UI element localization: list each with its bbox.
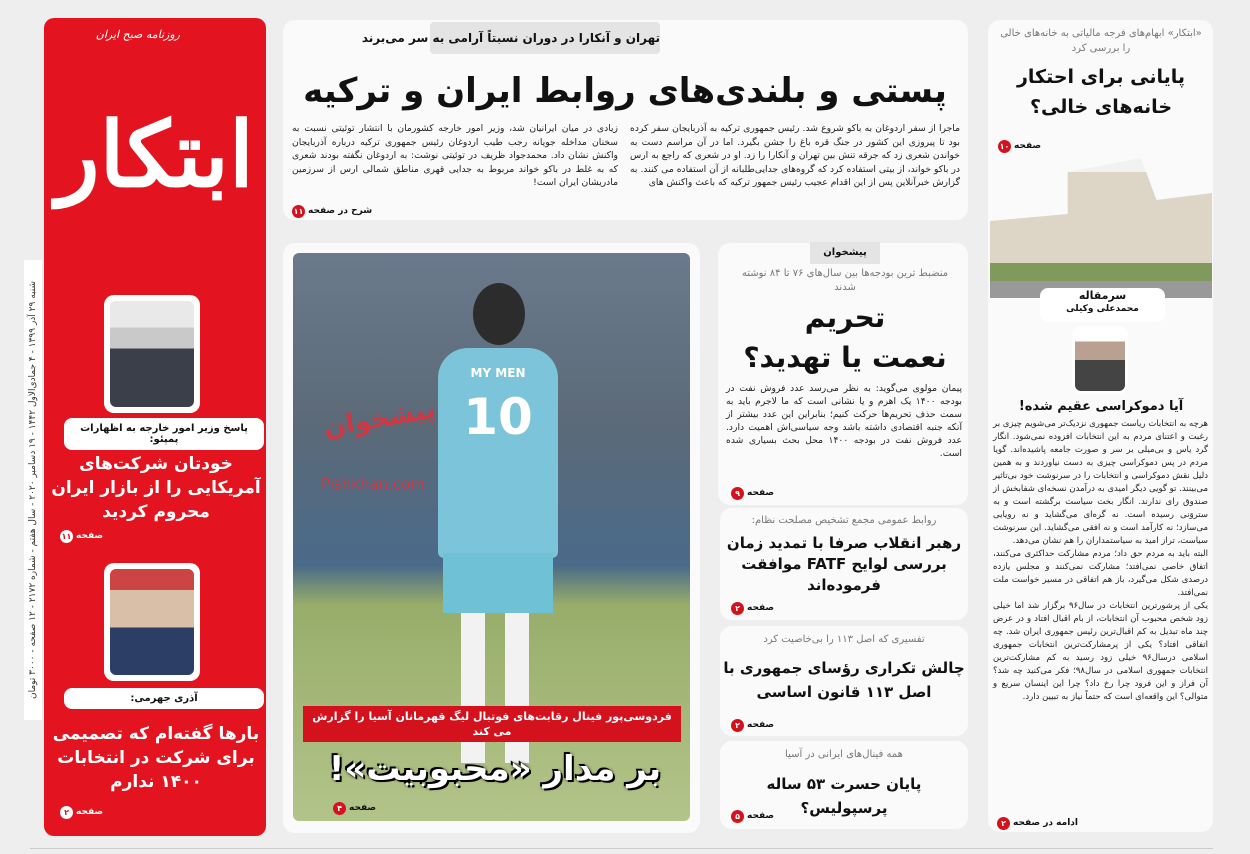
- page-number: ۴: [333, 802, 346, 815]
- page-label: شرح در صفحه: [308, 206, 373, 216]
- page-number: ۲: [731, 719, 744, 732]
- page-number: ۲: [60, 806, 73, 819]
- editorial-body: [993, 418, 1208, 704]
- page-ref[interactable]: [998, 140, 1041, 153]
- page-label: صفحه: [747, 488, 775, 498]
- jahromi-photo: [104, 563, 200, 681]
- story-headline-1[interactable]: تحریم: [804, 301, 886, 334]
- photo-kicker: فردوسی‌پور فینال رقابت‌های فوتبال لیگ قهرمانان آسیا را گزارش می کند: [303, 706, 681, 742]
- page-label: صفحه: [747, 603, 775, 613]
- author-photo: [1072, 326, 1128, 394]
- section-label: پیشخوان: [810, 242, 880, 264]
- lead-body-left: زیادی در میان ایرانیان شد، وزیر امور خارجه کشورمان با انتشار توئیتی نسبت به سخنان مداخله جویانه رجب طیب اردوغان رئیس جمهوری ترکیه درباره آذربایجان واکنش نشان داد. محمدجواد ظریف در توئیتی نوشت: به اردوغان نگفته بودند شعری که به غلط در باکو خواند مربوط به جدایی قهری مناطق شمالی ارس از سرزمین مادریشان ایران است!: [292, 123, 618, 188]
- player-head: [473, 283, 525, 345]
- story-kicker: منضبط ترین بودجه‌ها بین سال‌های ۷۶ تا ۸۴ نوشته شدند: [741, 268, 949, 293]
- story-kicker: تفسیری که اصل ۱۱۳ را بی‌خاصیت کرد: [763, 634, 925, 645]
- watermark: پیشخوان: [321, 394, 438, 444]
- page-label: صفحه: [747, 720, 775, 730]
- page-number: ۵: [731, 810, 744, 823]
- editorial-author: محمدعلی وکیلی: [1066, 304, 1139, 314]
- story-headline[interactable]: رهبر انقلاب صرفا با تمدید زمان بررسی لوایح FATF موافقت فرموده‌اند: [726, 534, 962, 594]
- page-ref[interactable]: [292, 205, 372, 218]
- editorial-header: [1040, 288, 1165, 322]
- story-headline[interactable]: پایان حسرت ۵۳ ساله پرسپولیس؟: [766, 775, 922, 817]
- masthead-logo: ابتکار: [56, 102, 254, 208]
- story-caption: پاسخ وزیر امور خارجه به اظهارات پمپئو:: [64, 418, 264, 450]
- page-number: ۹: [731, 487, 744, 500]
- page-number: ۲: [731, 602, 744, 615]
- page-ref[interactable]: [731, 487, 774, 500]
- paragraph: یکی از پرشورترین انتخابات در سال۹۶ برگزار شد اما خیلی زود شخص محبوب آن انتخابات، از بام اقبال افتاد و در عرض چند ماه تبدیل به کم اقبال‌ترین رئیس جمهوری ایران شد. چه اتفاقی افتاد؟ یکی از پرمشارکت‌ترین انتخابات جمهوری اسلامی درسال۹۶ خیلی زود رسید به کم مشارکت‌ترین انتخابات جمهوری اسلامی در سال۹۸؛ فکر می‌کنید چه شد؟ آن فراز و این فرود چرا رخ داد؟ چرا این اینسان سریع و متوالی؟ این واقعه‌ای است که حتماً نیاز به تبیین دارد.: [993, 601, 1209, 702]
- page-label: صفحه: [747, 811, 775, 821]
- page-label: صفحه: [76, 531, 104, 541]
- page-ref[interactable]: [731, 810, 774, 823]
- photo-headline[interactable]: بر مدار «محبوبیت»!: [328, 749, 662, 789]
- lead-kicker: تهران و آنکارا در دوران نسبتاً آرامی به سر می‌برند: [430, 22, 660, 54]
- bottom-rule: [30, 848, 1213, 849]
- player-shorts: [443, 553, 553, 613]
- story-headline[interactable]: خودتان شرکت‌های آمریکایی را از بازار ایران محروم کردید: [51, 454, 261, 522]
- page-ref[interactable]: [731, 719, 774, 732]
- story-headline-2[interactable]: نعمت یا تهدید؟: [743, 341, 947, 374]
- editorial-section: سرمقاله: [1078, 289, 1127, 302]
- paragraph: هرچه به انتخابات ریاست جمهوری نزدیک‌تر می‌شویم چیزی بر رغبت و اعتنای مردم به این انتخابات افزوده نمی‌شود. انگار گرد یاس و بی‌میلی بر سر و صورت جامعه پاشیده‌اند. گویا مردم در پس دموکراسی چیزی به دست نیاوردند و به همین دلیل نقش دموکراسی و انتخابات را در سرنوشت خود بی‌تاثیر می‌بینند. تو گویی دیگر امیدی به درآمدن نسخه‌ای شفابخش از صندوق رای ندارند. انگار بخت سیاست برگشته است و به ستروَنی رسیده است. نه گره‌ای می‌گشاید و نه رویایی می‌سازد؛ نه کارآمد است و نه افقی می‌گشاید. این سرنوشت سیاست، تراز امید به سیاستمداران را هم نشان می‌دهد.: [993, 419, 1208, 546]
- page-number: ۱۰: [999, 142, 1010, 151]
- lead-body-right: ماجرا از سفر اردوغان به باکو شروع شد. رئیس جمهوری ترکیه به آذربایجان سفر کرده بود تا پیروزی این کشور در جنگ قره باغ را جشن بگیرد. اما در آن مراسم دست به خواندن شعری زد که جرقه تنش بین تهران و آنکارا را زد. او در شعری که راجع به ارس در باکو خواند، از بیتی استفاده کرد که گروه‌های جدایی‌طلبانه از آن استفاده می کنند. به گزارش خبرآنلاین پس از این اقدام عجیب رئیس جمهور ترکیه که باعث واکنش های: [630, 123, 960, 188]
- lead-headline[interactable]: پستی و بلندی‌های روابط ایران و ترکیه: [303, 71, 947, 111]
- page-ref[interactable]: [60, 806, 103, 819]
- story-body: پیمان مولوی می‌گوید: به نظر می‌رسد عدد فروش نفت در بودجه ۱۴۰۰ یک اهرم و یا نشانی است که ما لاجرم باید به سمت حذف تحریم‌ها حرکت کنیم؛ بنابراین این عدد بیشتر از آنکه جنبه اقتصادی داشته باشد وجه سیاسی‌اش اهمیت دارد. عدد فروش نفت در بودجه ۱۴۰۰ محل بحث بسیاری شده است.: [726, 383, 962, 459]
- story-headline[interactable]: چالش تکراری رؤسای جمهوری با اصل ۱۱۳ قانون اساسی: [723, 659, 965, 701]
- editorial-headline[interactable]: آیا دموکراسی عقیم شده!: [1018, 399, 1184, 414]
- page-label: صفحه: [76, 807, 104, 817]
- masthead-subtitle: روزنامه صبح ایران: [95, 28, 180, 41]
- story-kicker: روابط عمومی مجمع تشخیص مصلحت نظام:: [751, 515, 937, 526]
- page-number: ۱۱: [293, 207, 304, 216]
- story-kicker: همه فینال‌های ایرانی در آسیا: [785, 749, 903, 760]
- story-headline[interactable]: پایانی برای احتکار خانه‌های خالی؟: [1016, 66, 1186, 118]
- zarif-photo: [104, 295, 200, 413]
- story-kicker: «ابتکار» ابهام‌های فرجه مالیاتی به خانه‌های خالی را بررسی کرد: [1000, 28, 1202, 54]
- story-headline[interactable]: بارها گفته‌ام که تصمیمی برای شرکت در انتخابات ۱۴۰۰ ندارم: [52, 724, 260, 792]
- watermark-url: Pishkhan.com: [321, 475, 425, 493]
- dateline: شنبه ۲۹ آذر ۱۳۹۹ - ۴ جمادی‌الاول ۱۴۴۲ - ۱۹ دسامبر ۲۰۲۰ - سال هفتم - شماره ۲۱۷۲ - ۱۲ صفحه - ۳۰۰۰ تومان: [24, 260, 42, 720]
- page-label: صفحه: [349, 803, 377, 813]
- page-ref[interactable]: [333, 802, 376, 815]
- page-ref[interactable]: [997, 817, 1078, 830]
- page-ref[interactable]: [60, 530, 103, 543]
- jersey-number: 10: [463, 388, 533, 446]
- page-label: ادامه در صفحه: [1013, 818, 1079, 828]
- page-label: صفحه: [1014, 141, 1042, 151]
- paragraph: البته باید به مردم حق داد؛ مردم مشارکت حداکثری می‌کنند، اتفاق خاصی نمی‌افتد؛ مشارکت نمی‌کنند و مجلس یازده درصدی شکل می‌گیرد، باز هم اتفاقی در مسیر خواست ملت نمی‌افتد.: [993, 549, 1208, 598]
- page-ref[interactable]: [731, 602, 774, 615]
- page-number: ۱۱: [61, 532, 72, 541]
- story-caption: آذری جهرمی:: [64, 688, 264, 709]
- page-number: ۲: [997, 817, 1010, 830]
- jersey-text: MY MEN: [470, 366, 526, 380]
